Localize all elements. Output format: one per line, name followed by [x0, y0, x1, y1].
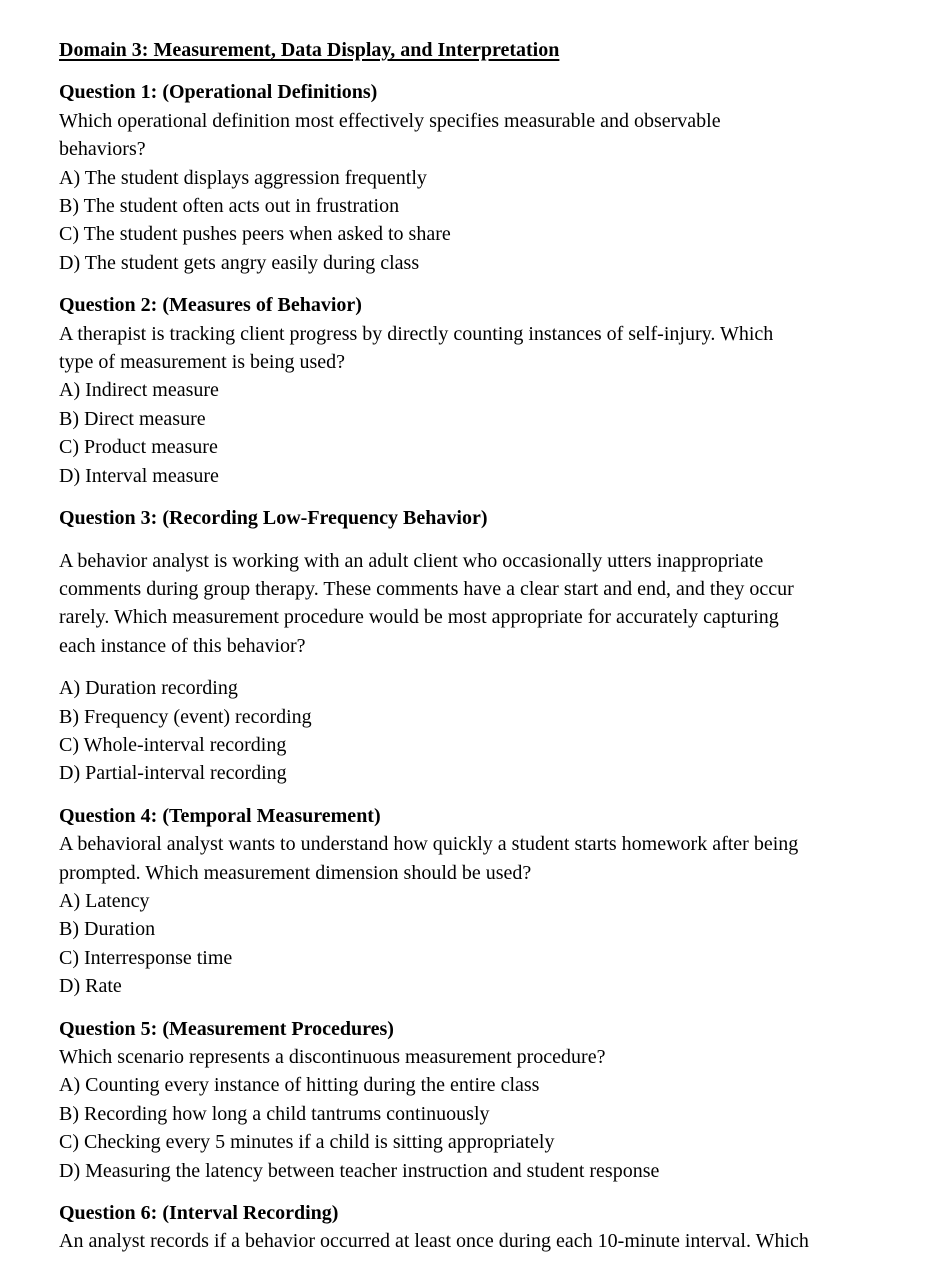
answer-option: A) Duration recording [59, 677, 238, 700]
answer-option: C) Whole-interval recording [59, 733, 287, 756]
answer-option: A) The student displays aggression frequently [59, 166, 427, 189]
question-body [59, 830, 902, 887]
question-block [59, 1199, 902, 1256]
answer-option: B) Duration [59, 918, 156, 941]
question-body [59, 1043, 902, 1071]
question-body [59, 547, 902, 661]
question-body-line: behaviors? [59, 138, 146, 161]
answer-option: C) Checking every 5 minutes if a child is sitting appropriately [59, 1131, 555, 1154]
question-options [59, 1071, 902, 1185]
answer-option: D) Rate [59, 975, 122, 998]
question-body [59, 107, 902, 164]
answer-option: A) Indirect measure [59, 379, 219, 402]
answer-option: B) Frequency (event) recording [59, 705, 312, 728]
question-body-line: each instance of this behavior? [59, 634, 306, 657]
question-block [59, 78, 902, 277]
answer-option: D) Partial-interval recording [59, 762, 287, 785]
question-options [59, 887, 902, 1001]
answer-option: C) The student pushes peers when asked to share [59, 223, 451, 246]
question-header: Question 2: (Measures of Behavior) [59, 294, 362, 317]
question-body-line: comments during group therapy. These comments have a clear start and end, and they occur [59, 577, 794, 600]
question-header: Question 5: (Measurement Procedures) [59, 1017, 394, 1040]
question-body [59, 320, 902, 377]
question-options [59, 376, 902, 490]
answer-option: D) The student gets angry easily during class [59, 251, 420, 274]
question-body [59, 1227, 902, 1255]
document-title: Domain 3: Measurement, Data Display, and Interpretation [59, 39, 560, 61]
question-header: Question 6: (Interval Recording) [59, 1202, 339, 1225]
question-block [59, 291, 902, 490]
question-options [59, 164, 902, 278]
answer-option: A) Counting every instance of hitting during the entire class [59, 1074, 540, 1097]
question-body-line: Which scenario represents a discontinuous measurement procedure? [59, 1046, 606, 1068]
question-body-line: prompted. Which measurement dimension should be used? [59, 861, 532, 884]
question-body-line: A behavioral analyst wants to understand how quickly a student starts homework after being [59, 833, 799, 856]
question-body-line: type of measurement is being used? [59, 351, 346, 374]
questions [59, 78, 902, 1255]
question-body-line: An analyst records if a behavior occurred at least once during each 10-minute interval. Which [59, 1230, 809, 1253]
answer-option: A) Latency [59, 889, 150, 912]
answer-option: B) The student often acts out in frustration [59, 195, 400, 218]
question-body-line: A therapist is tracking client progress by directly counting instances of self-injury. Which [59, 322, 774, 345]
question-body-line: A behavior analyst is working with an adult client who occasionally utters inappropriate [59, 549, 764, 572]
question-header: Question 1: (Operational Definitions) [59, 81, 378, 104]
answer-option: D) Interval measure [59, 464, 219, 487]
answer-option: B) Direct measure [59, 407, 206, 430]
answer-option: C) Interresponse time [59, 946, 233, 969]
question-block [59, 1015, 902, 1185]
answer-option: B) Recording how long a child tantrums continuously [59, 1102, 490, 1125]
question-block [59, 504, 902, 788]
question-block [59, 802, 902, 1001]
question-options [59, 674, 902, 788]
answer-option: D) Measuring the latency between teacher instruction and student response [59, 1159, 660, 1182]
answer-option: C) Product measure [59, 436, 218, 459]
question-body-line: Which operational definition most effectively specifies measurable and observable [59, 109, 721, 132]
question-header: Question 4: (Temporal Measurement) [59, 804, 381, 827]
question-body-line: rarely. Which measurement procedure would be most appropriate for accurately capturing [59, 606, 779, 629]
question-header: Question 3: (Recording Low-Frequency Behavior) [59, 507, 488, 530]
